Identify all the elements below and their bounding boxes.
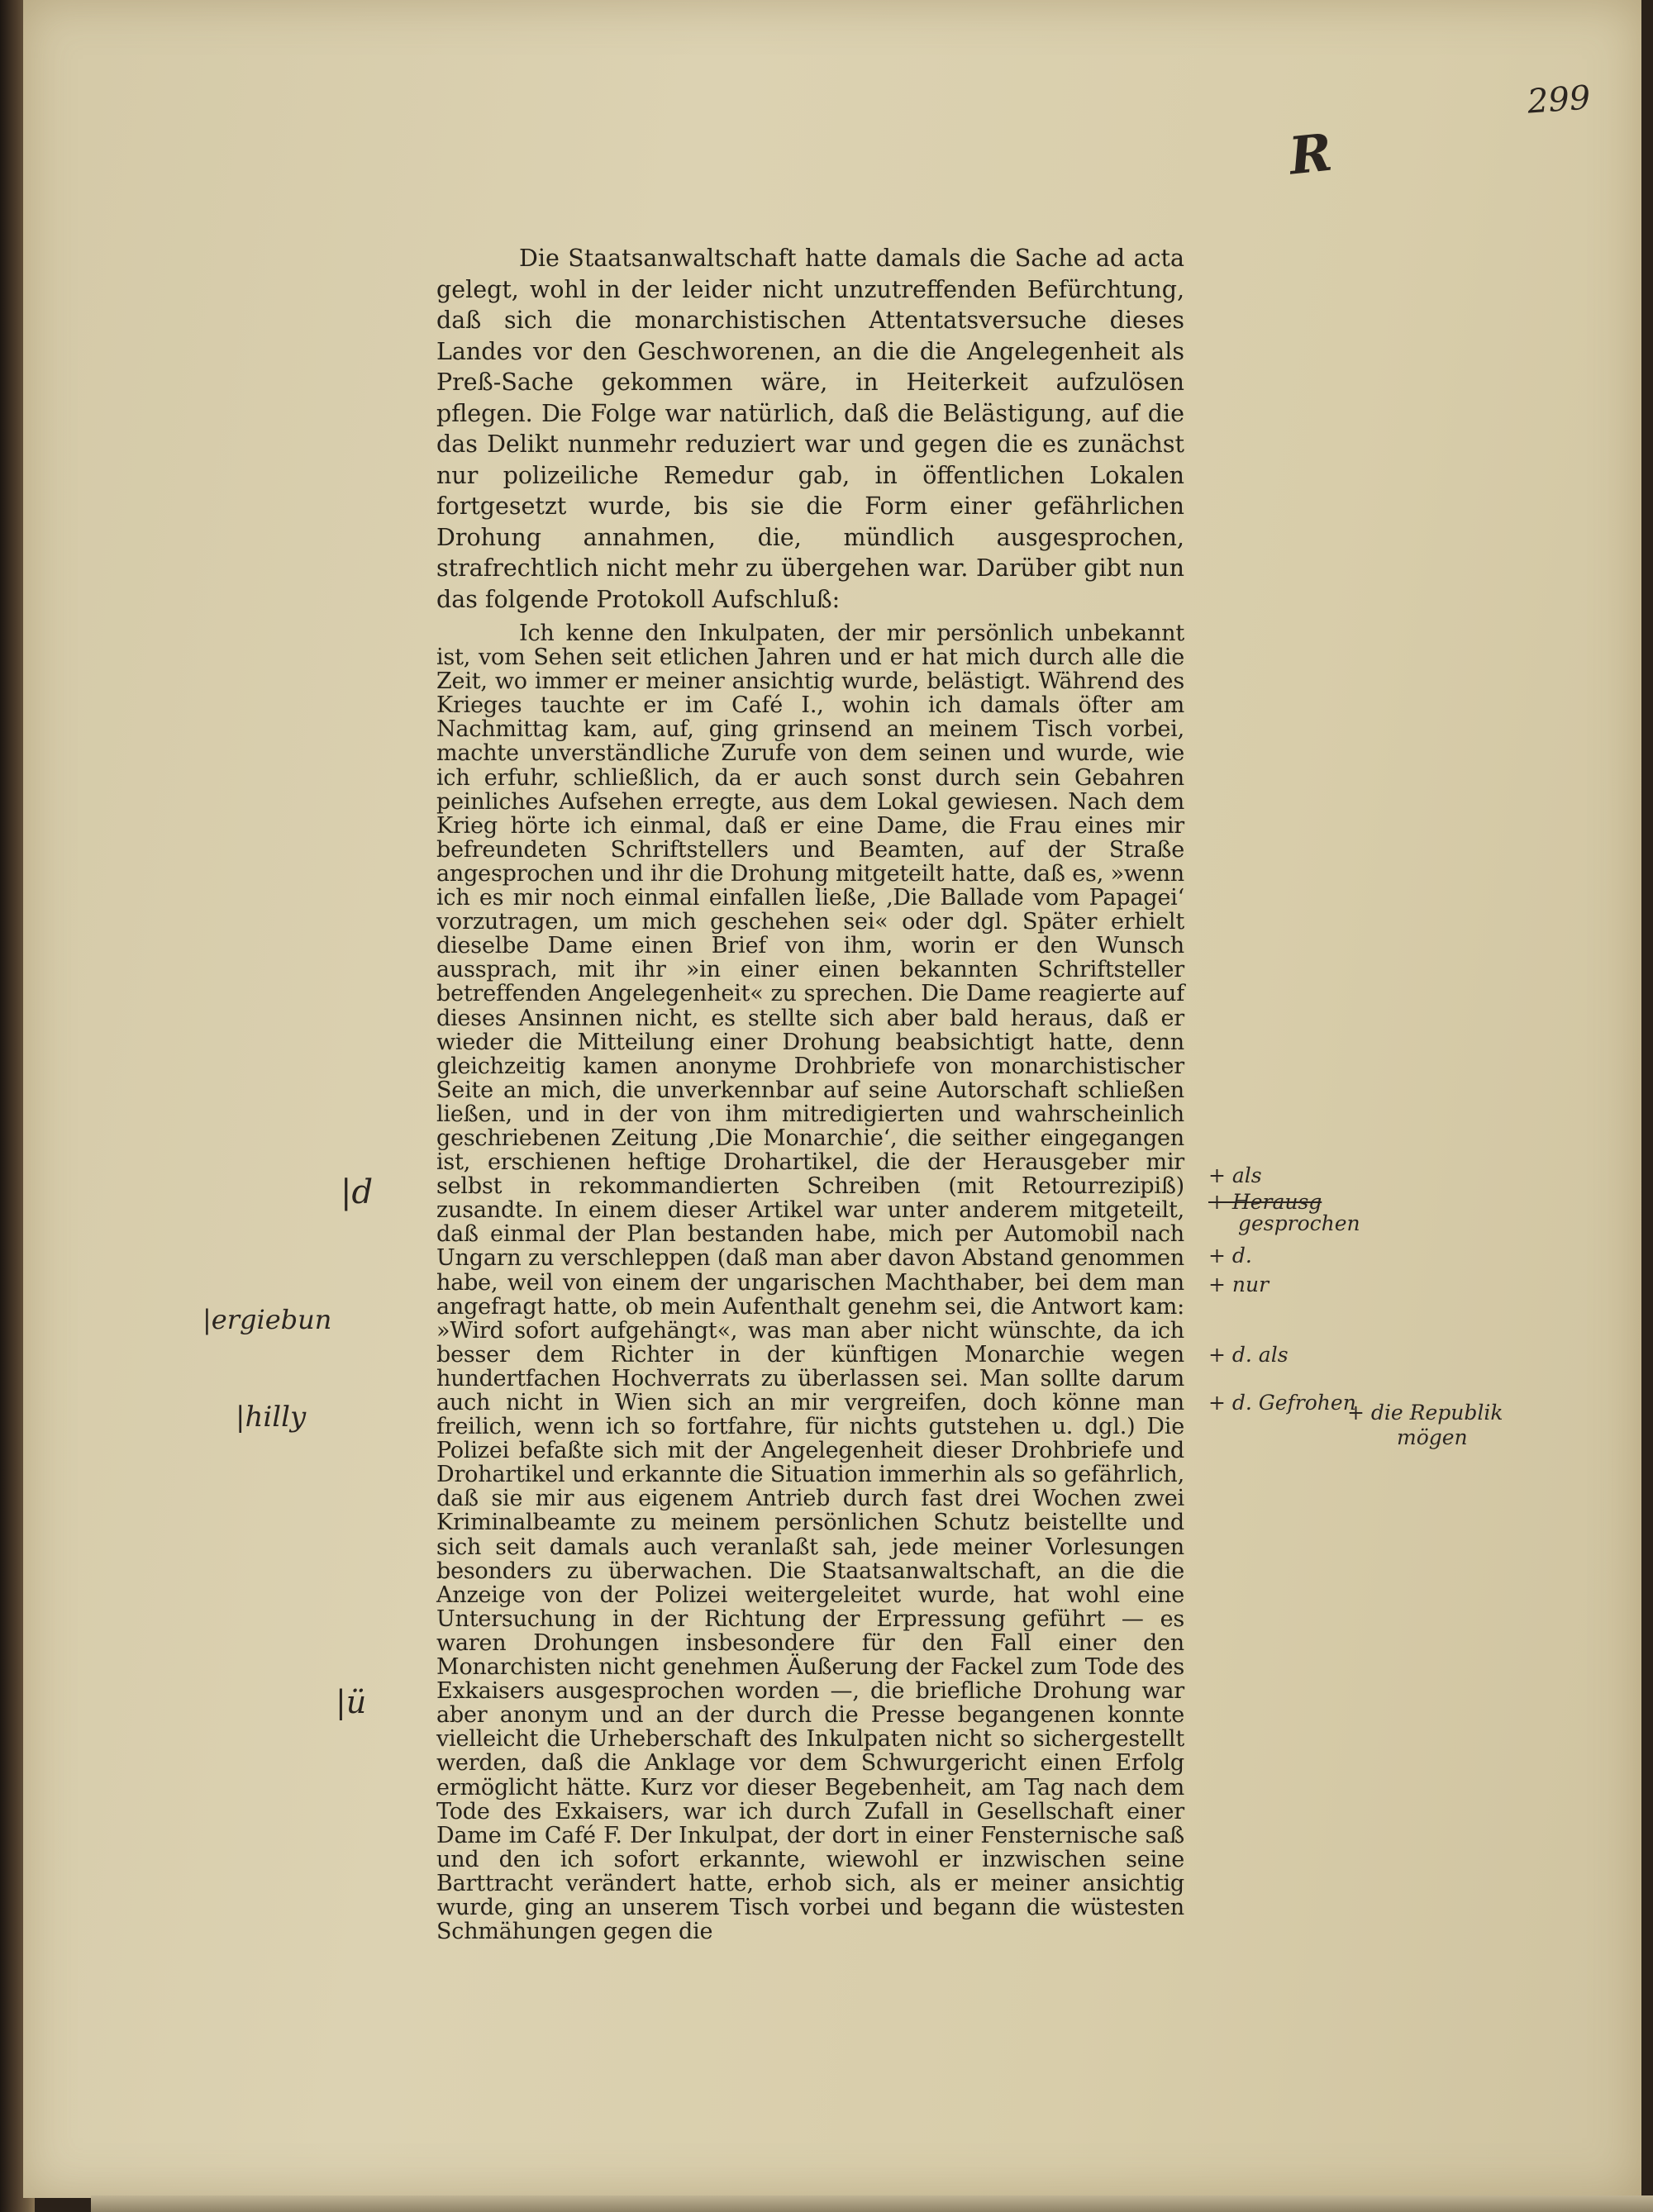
margin-note-right: + nur: [1208, 1272, 1270, 1296]
handwritten-mark: R: [1286, 121, 1336, 187]
margin-note-left: |ergiebun: [202, 1304, 332, 1335]
margin-note-right: + d. als: [1208, 1343, 1289, 1367]
margin-note-left: |hilly: [236, 1401, 307, 1434]
paragraph-protocol: Ich kenne den Inkulpaten, der mir persönlich unbekannt ist, vom Sehen seit etlichen Jahren und er hat mich durch alle die Zeit, wo immer er meiner ansichtig wurde, belästigt. Während des Krieges tauchte er im Café I., wohin ich damals öfter am Nachmittag kam, auf, ging grinsend an meinem Tisch vorbei, machte unverständliche Zurufe von dem seinen und wurde, wie ich erfuhr, schließlich, da er auch sonst durch sein Gebahren peinliches Aufsehen erregte, aus dem Lokal gewiesen. Nach dem Krieg hörte ich einmal, daß er eine Dame, die Frau eines mir befreundeten Schriftstellers und Beamten, auf der Straße angesprochen und ihr die Drohung mitgeteilt hatte, daß es, »wenn ich es mir noch einmal einfallen ließe, ‚Die Ballade vom Papagei‘ vorzutragen, um mich geschehen sei« oder dgl. Später erhielt dieselbe Dame einen Brief von ihm, worin er den Wunsch aussprach, mit ihr »in einer einen bekannten Schriftsteller betreffenden Angelegenheit« zu sprechen. Die Dame reagierte auf dieses Ansinnen nicht, es stellte sich aber bald heraus, daß er wieder die Mitteilung einer Drohung beabsichtigt hatte, denn gleichzeitig kamen anonyme Drohbriefe von monarchistischer Seite an mich, die unverkennbar auf seine Autorschaft schließen ließen, und in der von ihm mitredigierten und wahrscheinlich geschriebenen Zeitung ‚Die Monarchie‘, die seither eingegangen ist, erschienen heftige Drohartikel, die der Herausgeber mir selbst in rekommandierten Schreiben (mit Retourrezipiß) zusandte. In einem dieser Artikel war unter anderem mitgeteilt, daß einmal der Plan bestanden habe, mich per Automobil nach Ungarn zu verschleppen (daß man aber davon Abstand genommen habe, weil von einem der ungarischen Machthaber, bei dem man angefragt hatte, ob mein Aufenthalt genehm sei, die Antwort kam: »Wird sofort aufgehängt«, was man aber nicht wünschte, da ich besser dem Richter in der künftigen Monarchie wegen hundertfachen Hochverrats zu überlassen sei. Man sollte darum auch nicht in Wien sich an mir vergreifen, doch könne man freilich, wenn ich so fortfahre, für nichts gutstehen u. dgl.) Die Polizei befaßte sich mit der Angelegenheit dieser Drohbriefe und Drohartikel und erkannte die Situation immerhin als so gefährlich, daß sie mir aus eigenem Antrieb durch fast drei Wochen zwei Kriminalbeamte zu meinem persönlichen Schutz beistellte und sich seit damals auch veranlaßt sah, jede meiner Vorlesungen besonders zu überwachen. Die Staatsanwaltschaft, an die die Anzeige von der Polizei weitergeleitet wurde, hat wohl eine Untersuchung in der Richtung der Erpressung geführt — es waren Drohungen insbesondere für den Fall einer den Monarchisten nicht genehmen Äußerung der Fackel zum Tode des Exkaisers ausgesprochen worden —, die briefliche Drohung war aber anonym und an der durch die Presse begangenen konnte vielleicht die Urheberschaft des Inkulpaten nicht so sichergestellt werden, daß die Anklage vor dem Schwurgericht einen Erfolg ermöglicht hätte. Kurz vor dieser Begebenheit, am Tag nach dem Tode des Exkaisers, war ich durch Zufall in Gesellschaft einer Dame im Café F. Der Inkulpat, der dort in einer Fensternische saß und den ich sofort erkannte, wiewohl er inzwischen seine Barttracht verändert hatte, erhob sich, als er meiner ansichtig wurde, ging an unserem Tisch vorbei und begann die wüstesten Schmähungen gegen die: [436, 621, 1184, 1945]
margin-note-right: + d. Gefrohen: [1208, 1391, 1356, 1415]
main-text-column: [436, 243, 1184, 1943]
margin-note-right: gesprochen: [1238, 1211, 1360, 1235]
page-folio: 299: [1526, 78, 1592, 121]
margin-note-right: + als: [1208, 1163, 1262, 1187]
margin-note-right: + d.: [1208, 1244, 1252, 1268]
margin-note-left: |ü: [336, 1684, 367, 1720]
margin-note-right: + Herausg: [1208, 1190, 1322, 1214]
margin-note-left: |d: [341, 1173, 374, 1211]
paragraph-intro: Die Staatsanwaltschaft hatte damals die Sache ad acta gelegt, wohl in der leider nicht unzutreffenden Befürchtung, daß sich die monarchistischen Attentatsversuche dieses Landes vor den Geschworenen, an die die Angelegenheit als Preß-Sache gekommen wäre, in Heiterkeit aufzulösen pflegen. Die Folge war natürlich, daß die Belästigung, auf die das Delikt nunmehr reduziert war und gegen die es zunächst nur polizeiliche Remedur gab, in öffentlichen Lokalen fortgesetzt wurde, bis sie die Form einer gefährlichen Drohung annahmen, die, mündlich ausgesprochen, strafrechtlich nicht mehr zu übergehen war. Darüber gibt nun das folgende Protokoll Aufschluß:: [436, 245, 1184, 613]
page-edge: [91, 2195, 1653, 2212]
margin-note-right: mögen: [1397, 1425, 1468, 1449]
margin-note-right: + die Republik: [1347, 1401, 1503, 1425]
